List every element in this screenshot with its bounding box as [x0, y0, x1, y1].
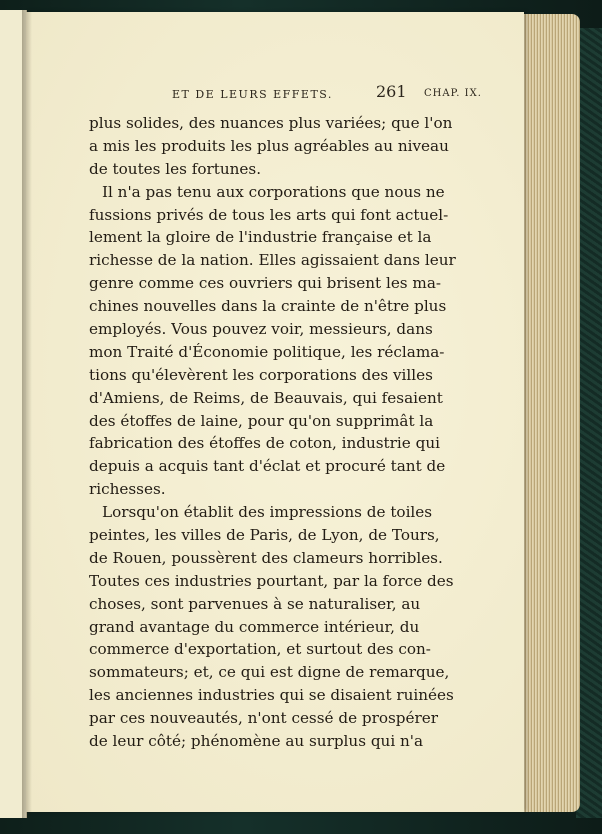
- text-line: employés. Vous pouvez voir, messieurs, dans: [89, 320, 433, 339]
- spine-shadow: [22, 10, 32, 818]
- text-line: choses, sont parvenues à se naturaliser, au: [89, 594, 421, 613]
- text-line: d'Amiens, de Reims, de Beauvais, qui fesaient: [89, 388, 443, 407]
- page-edges: [518, 14, 580, 812]
- text-line: peintes, les villes de Paris, de Lyon, de Tours,: [89, 526, 440, 545]
- text-line: Toutes ces industries pourtant, par la force des: [89, 571, 454, 590]
- text-line: tions qu'élevèrent les corporations des villes: [89, 365, 433, 384]
- text-line: depuis a acquis tant d'éclat et procuré tant de: [89, 457, 446, 476]
- text-line: des étoffes de laine, pour qu'on supprimât la: [89, 411, 434, 430]
- text-line: mon Traité d'Économie politique, les réclama-: [89, 342, 445, 361]
- text-line: fussions privés de tous les arts qui font actuel-: [89, 205, 449, 224]
- text-line: richesses.: [89, 480, 166, 499]
- text-line: de leur côté; phénomène au surplus qui n'a: [89, 732, 424, 751]
- text-line: plus solides, des nuances plus variées; que l'on: [89, 114, 453, 132]
- text-line: fabrication des étoffes de coton, industrie qui: [89, 434, 440, 453]
- body-text: [89, 112, 456, 753]
- text-line: Lorsqu'on établit des impressions de toiles: [102, 503, 433, 522]
- page-header-title: ET DE LEURS EFFETS.: [172, 88, 333, 101]
- text-line: par ces nouveautés, n'ont cessé de prospérer: [89, 709, 439, 728]
- text-line: de toutes les fortunes.: [89, 159, 262, 178]
- text-line: sommateurs; et, ce qui est digne de remarque,: [89, 663, 450, 682]
- text-line: les anciennes industries qui se disaient ruinées: [89, 686, 454, 705]
- text-line: Il n'a pas tenu aux corporations que nous ne: [102, 182, 445, 201]
- text-line: richesse de la nation. Elles agissaient dans leur: [89, 251, 456, 270]
- chapter-running-head: CHAP. IX.: [424, 88, 482, 99]
- text-line: a mis les produits les plus agréables au niveau: [89, 136, 449, 155]
- text-line: grand avantage du commerce intérieur, du: [89, 617, 420, 636]
- page-number: 261: [376, 82, 407, 101]
- text-line: de Rouen, poussèrent des clameurs horribles.: [89, 548, 443, 567]
- text-line: chines nouvelles dans la crainte de n'être plus: [89, 297, 447, 316]
- text-line: genre comme ces ouvriers qui brisent les ma-: [89, 274, 442, 293]
- text-line: commerce d'exportation, et surtout des con-: [89, 640, 431, 659]
- text-line: lement la gloire de l'industrie française et la: [89, 228, 432, 247]
